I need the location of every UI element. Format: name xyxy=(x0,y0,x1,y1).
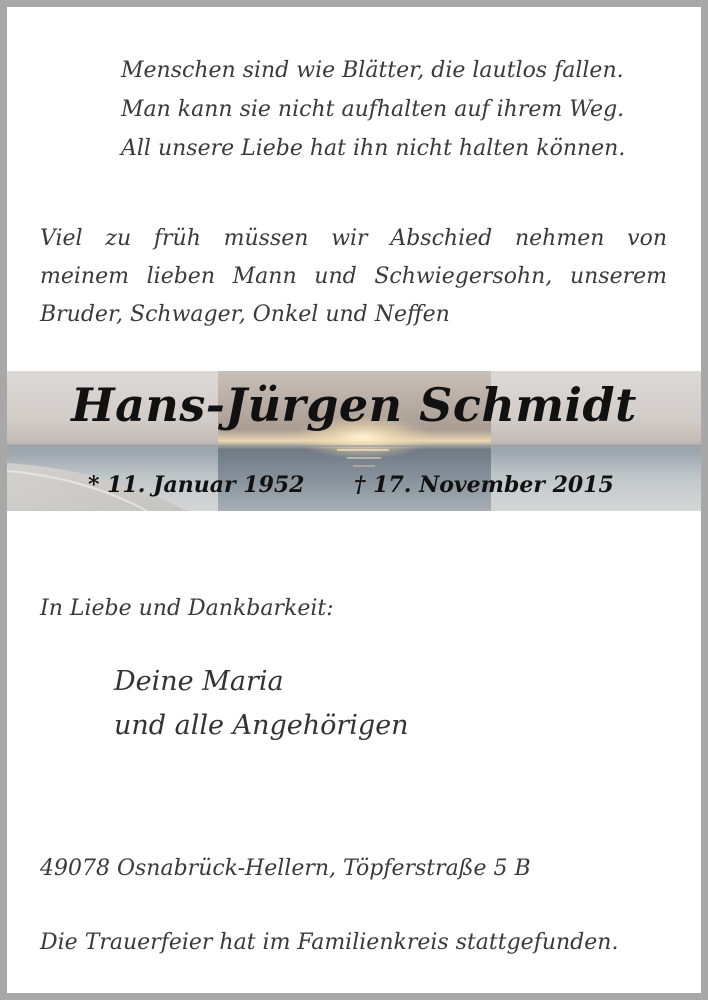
funeral-note: Die Trauerfeier hat im Familienkreis stattgefunden. xyxy=(40,930,619,955)
signer-line: und alle Angehörigen xyxy=(114,710,409,741)
signer-line: Deine Maria xyxy=(114,666,284,697)
poem-line: Man kann sie nicht aufhalten auf ihrem Weg. xyxy=(121,97,625,122)
intro-line-3: Bruder, Schwager, Onkel und Neffen xyxy=(40,302,450,327)
thanks-line: In Liebe und Dankbarkeit: xyxy=(40,596,334,621)
intro-line-1: Viel zu früh müssen wir Abschied nehmen von xyxy=(40,226,667,251)
intro-line xyxy=(40,258,667,296)
birth-date: * 11. Januar 1952 xyxy=(88,472,305,498)
death-date: † 17. November 2015 xyxy=(354,472,614,498)
intro-line-2: meinem lieben Mann und Schwiegersohn, unserem xyxy=(40,264,667,289)
intro-line xyxy=(40,220,667,258)
deceased-name: Hans-Jürgen Schmidt xyxy=(71,378,637,432)
poem xyxy=(121,51,681,168)
intro-text xyxy=(40,220,667,334)
poem-line: Menschen sind wie Blätter, die lautlos fallen. xyxy=(121,58,624,83)
life-dates xyxy=(0,468,708,502)
address: 49078 Osnabrück-Hellern, Töpferstraße 5 B xyxy=(40,856,531,881)
poem-line: All unsere Liebe hat ihn nicht halten können. xyxy=(121,136,626,161)
signers xyxy=(114,660,409,748)
